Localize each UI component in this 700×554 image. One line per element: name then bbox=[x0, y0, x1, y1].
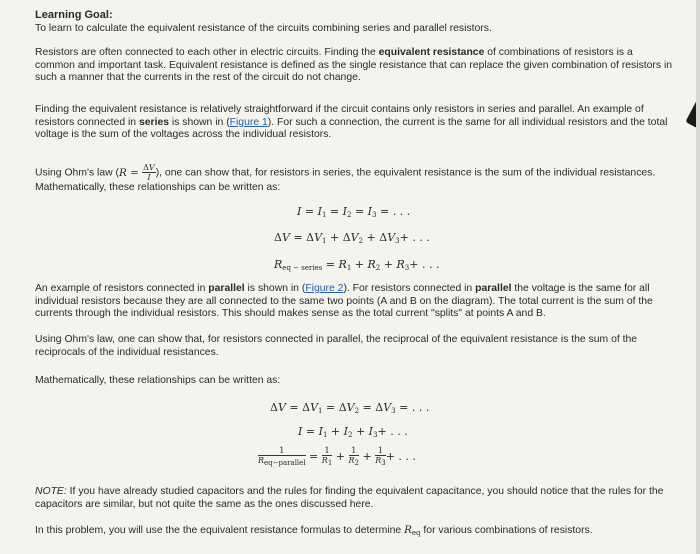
learning-goal-heading: Learning Goal: bbox=[35, 9, 113, 21]
paragraph-math-intro: Mathematically, these relationships can be written as: bbox=[35, 375, 281, 386]
parallel-current-equation: $I = I_1 + I_2 + I_3+$ . . . bbox=[298, 425, 408, 439]
series-resistance-equation: $R_{eq - series} = R_1 + R_2 + R_3+$ . . . bbox=[274, 258, 440, 272]
learning-goal-text: To learn to calculate the equivalent resistance of the circuits combining series and parallel resistors. bbox=[35, 23, 492, 34]
paragraph-parallel-ohms: Using Ohm's law, one can show that, for resistors connected in parallel, the reciprocal of the equivalent resistance is the sum of the reciprocals of the individual resistances. bbox=[35, 334, 638, 358]
figure-2-link[interactable]: Figure 2 bbox=[305, 283, 344, 294]
series-current-equation: $I = I_1 = I_2 = I_3$ = . . . bbox=[297, 205, 411, 219]
paragraph-parallel: An example of resistors connected in parallel is shown in (Figure 2). For resistors connected in parallel the voltage is the same for all individual resistors because they are all connected to the same two points (A and B on the diagram). The total current is the sum of the currents through the individual resistors. This should makes sense as the total current "splits" at points A and B. bbox=[35, 283, 653, 320]
paragraph-ohms-law: Using Ohm's law (R = $\frac{\Delta V}{I}$ ), one can show that, for resistors in series, the equivalent resistance is the sum of the individual resistances. Mathematically, these relationships can be written as: bbox=[35, 163, 656, 193]
figure-1-link[interactable]: Figure 1 bbox=[229, 116, 268, 128]
paragraph-series: Finding the equivalent resistance is relatively straightforward if the circuit contains only resistors in series and parallel. An example of resistors connected in series is shown in (Figure 1). For such a connection, the current is the same for all individual resistors and the total voltage is the sum of the voltages across the individual resistors. bbox=[35, 104, 668, 141]
note-paragraph: NOTE: If you have already studied capacitors and the rules for finding the equivalent capacitance, you should notice that the rules for the capacitors are similar, but not quite the same as the ones discussed here. bbox=[35, 486, 664, 510]
series-voltage-equation: $\Delta V = \Delta V_1 + \Delta V_2 + \Delta V_3+$ . . . bbox=[274, 231, 430, 245]
paragraph-intro: Resistors are often connected to each other in electric circuits. Finding the equivalent resistance of combinations of resistors is a common and important task. Equivalent resistance is defined as the single resistance that can replace the given combination of resistors in such a manner that the currents in the rest of the circuit do not change. bbox=[35, 47, 673, 84]
page-edge bbox=[696, 0, 700, 554]
parallel-voltage-equation: $\Delta V = \Delta V_1 = \Delta V_2 = \Delta V_3$ = . . . bbox=[270, 401, 430, 415]
parallel-resistance-equation: $\frac{1}{\text{Req−parallel}}$ = $\frac{1}{R1}$ + $\frac{1}{R2}$ + $\frac{1}{R3}$ + . . . bbox=[258, 446, 416, 467]
paragraph-problem: In this problem, you will use the the equivalent resistance formulas to determine $R_{eq}$ for various combinations of resistors. bbox=[35, 524, 593, 537]
